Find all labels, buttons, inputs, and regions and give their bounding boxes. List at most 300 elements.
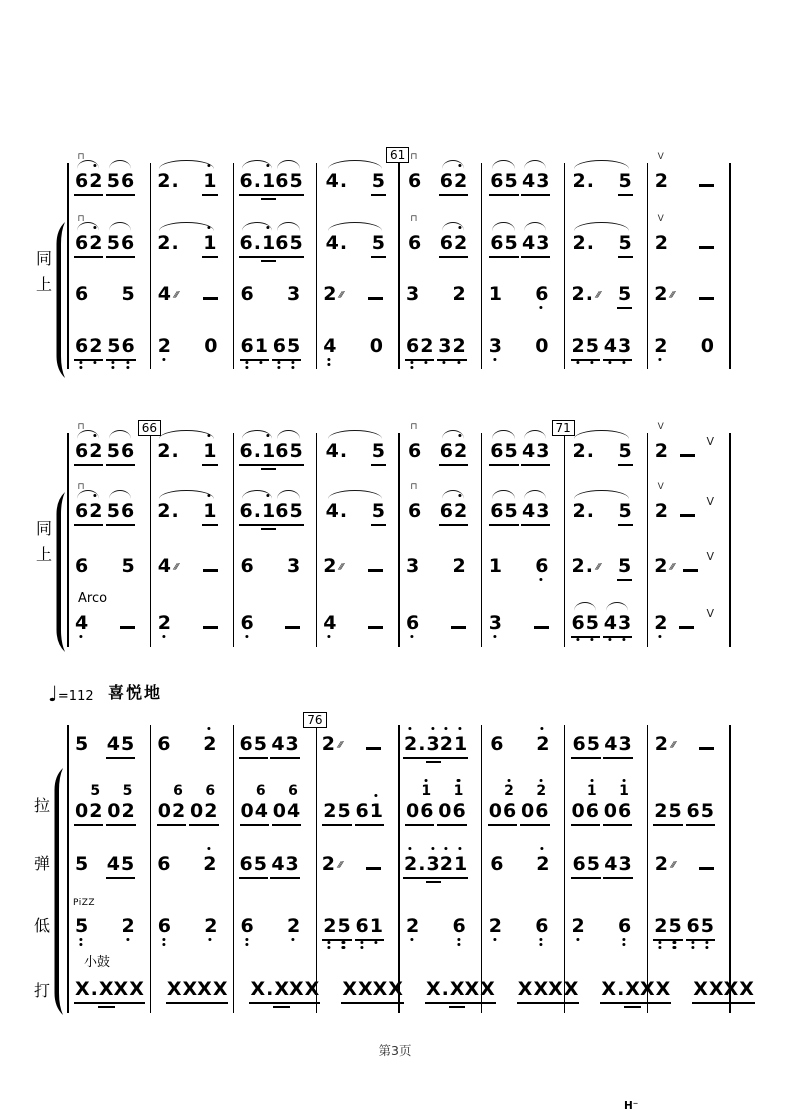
octave-dot-above (266, 226, 269, 229)
beam-underline (322, 824, 351, 826)
measure (483, 500, 565, 522)
rhythm-dot: . (171, 170, 179, 192)
octave-dot-below (126, 361, 129, 364)
note: 0 (488, 800, 502, 822)
slurred-beat-group (440, 440, 467, 462)
note: 4 (604, 853, 618, 875)
beat-group (438, 783, 466, 822)
note: 3 (536, 232, 550, 254)
note: 6 (275, 500, 289, 522)
note: 2 6 (171, 783, 186, 822)
octave-dot-above (208, 434, 211, 437)
beam-underline (439, 194, 468, 196)
note: 0 (521, 800, 535, 822)
note: 2 (89, 232, 102, 254)
note: X . (250, 978, 274, 1000)
note-underline-2 (624, 1006, 641, 1008)
beam-underline (106, 359, 135, 361)
part-label: 同 (36, 249, 53, 268)
note: 3 (285, 733, 299, 755)
octave-dot-above (590, 779, 593, 782)
duration-dash (699, 853, 714, 875)
beat-group (75, 733, 88, 755)
rhythm-dot: . (171, 232, 179, 254)
tremolo-icon: /// (336, 860, 343, 869)
measure (316, 555, 399, 577)
beat-group (406, 555, 419, 577)
note: 5 (619, 440, 632, 462)
beam-underline (240, 359, 269, 361)
part-label: 打 (34, 981, 51, 1000)
measure (594, 978, 686, 1000)
note: 5 (289, 170, 303, 192)
note: 2 /// (322, 733, 342, 755)
note-underline (617, 307, 632, 309)
note: X (625, 978, 640, 1000)
note: 4 (604, 733, 618, 755)
beam-underline (403, 757, 441, 759)
note: 3 (406, 283, 420, 305)
beam-underline (74, 824, 103, 826)
measure-number: 61 (386, 147, 409, 163)
beat-group (683, 555, 698, 577)
duration-dash (683, 555, 698, 577)
note: 6 (157, 733, 171, 755)
note: 2 /// (322, 853, 342, 875)
octave-dot-above (622, 779, 625, 782)
stave-annotation: PiZZ (73, 898, 96, 908)
note: 1 (454, 733, 467, 755)
duration-dash (366, 733, 381, 755)
chord-note: 6 (205, 783, 216, 799)
chord-note: 6 (173, 783, 183, 799)
slurred-beat-group (490, 170, 517, 192)
note: 5 (121, 283, 135, 305)
octave-dot-below (79, 361, 82, 364)
note-underline-2 (261, 528, 276, 530)
beat-group (241, 555, 254, 577)
note: 4 /// (158, 283, 178, 305)
beat-group (572, 915, 585, 937)
measure (401, 214, 483, 254)
note: 4 . (325, 500, 348, 522)
octave-dot-below (608, 638, 611, 641)
note: 6 (406, 612, 419, 634)
slurred-beat-group (522, 500, 549, 522)
octave-dot-above (431, 727, 434, 730)
measure (151, 783, 234, 822)
octave-dot-below (493, 938, 496, 941)
octave-dot-above (457, 779, 460, 782)
beat-group (426, 978, 465, 1000)
note: 6 (439, 170, 453, 192)
octave-dot-below (540, 306, 543, 309)
measure (399, 915, 482, 937)
note: 2 . (572, 440, 594, 462)
beat-group (489, 612, 502, 634)
note: 0 (272, 800, 287, 822)
note-underline-2 (98, 1006, 115, 1008)
beam-underline (571, 877, 600, 879)
beat-group (654, 335, 667, 357)
beat-group (203, 612, 218, 634)
measure (234, 783, 317, 822)
down-bow-icon: ⊓ (77, 482, 85, 492)
beat-group (706, 607, 714, 634)
duration-dash (451, 612, 466, 634)
beam-underline (341, 1002, 373, 1004)
beat-group (204, 335, 217, 357)
note: X (99, 978, 114, 1000)
slurred-beat-group (275, 232, 302, 254)
octave-dot-below (126, 938, 129, 941)
measure (151, 555, 234, 577)
octave-dot-below (328, 946, 331, 949)
note: 2 . /// (572, 555, 600, 577)
system-bracket (56, 492, 66, 652)
beam-underline (603, 824, 632, 826)
note: 5 (504, 170, 518, 192)
octave-dot-below (245, 361, 248, 364)
measure (647, 550, 730, 577)
chord-note: 5 (122, 783, 133, 799)
quarter-note-icon: ♩ (48, 682, 58, 706)
beat-group (250, 978, 289, 1000)
note-underline-2 (261, 468, 276, 470)
measures-area (68, 150, 730, 380)
duration-dash (366, 853, 381, 875)
note: 0 (75, 800, 89, 822)
beat-group (724, 978, 754, 1000)
note: 0 (157, 800, 171, 822)
note: 6 1 (453, 800, 466, 822)
beat-group (604, 335, 631, 357)
octave-dot-above (94, 164, 97, 167)
slurred-beat-group (572, 170, 631, 192)
note: 0 (204, 335, 218, 357)
note: 4 . (325, 170, 348, 192)
beat-group (323, 800, 350, 822)
measure (648, 214, 730, 254)
beat-group (370, 335, 383, 357)
beam-underline (106, 464, 135, 466)
beat-group (572, 853, 599, 875)
measure (234, 612, 317, 634)
beat-group (489, 915, 502, 937)
down-bow-icon: ⊓ (77, 422, 85, 432)
octave-dot-below (245, 938, 248, 941)
note: 5 (121, 555, 135, 577)
note: 5 (289, 232, 303, 254)
beat-group (655, 853, 675, 875)
beat-group (158, 283, 178, 305)
measure (565, 915, 648, 937)
note: 5 (253, 853, 267, 875)
note: 2 (452, 283, 466, 305)
slurred-beat-group (157, 500, 216, 522)
measure (647, 335, 730, 357)
note: 6 (572, 733, 586, 755)
rhythm-dot: . (339, 500, 348, 522)
slurred-beat-group (440, 500, 467, 522)
octave-dot-below (457, 943, 460, 946)
stave (68, 482, 730, 522)
note: 1 (203, 232, 216, 254)
note: X (197, 978, 212, 1000)
measure (401, 422, 483, 462)
measure (315, 853, 397, 875)
note: 2 (89, 440, 102, 462)
corner-mark: H⁻ (624, 1100, 639, 1112)
note: 2 (536, 853, 549, 875)
beam-underline (488, 824, 517, 826)
note: X (372, 978, 388, 1000)
beam-underline (520, 824, 549, 826)
octave-dot-below (673, 941, 676, 944)
beat-group (406, 612, 419, 634)
beat-group (323, 555, 343, 577)
tremolo-icon: /// (594, 290, 601, 299)
note: 6 (453, 915, 466, 937)
note: 6 (157, 853, 171, 875)
measure (233, 733, 315, 755)
beam-underline (489, 194, 518, 196)
tremolo-icon: /// (337, 562, 345, 571)
measure (565, 853, 647, 875)
octave-dot-below (691, 941, 694, 944)
tempo-marking (48, 684, 94, 705)
note: X (708, 978, 724, 1000)
note: 1 (203, 440, 216, 462)
octave-dot-above (208, 164, 211, 167)
beat-group (107, 733, 134, 755)
note: X (693, 978, 708, 1000)
beam-underline (521, 194, 550, 196)
measure (233, 500, 319, 522)
octave-dot-below (540, 943, 543, 946)
note: 5 (701, 915, 714, 937)
octave-dot-below (659, 358, 662, 361)
measure (151, 612, 234, 634)
note-underline-2 (449, 1006, 466, 1008)
measure (483, 170, 565, 192)
beat-group (368, 555, 383, 577)
beat-group (603, 783, 632, 822)
octave-dot-below (112, 366, 115, 369)
tremolo-icon: /// (172, 290, 179, 299)
note: 0 (190, 800, 204, 822)
beat-group (272, 783, 301, 822)
note: 5 (618, 283, 631, 305)
note: 3 (536, 440, 550, 462)
beam-underline (157, 824, 186, 826)
measure (482, 783, 565, 822)
octave-dot-above (208, 847, 211, 850)
note-underline (618, 464, 633, 466)
note: 2 (654, 612, 667, 634)
up-bow-icon: V (706, 435, 714, 448)
note: 3 (438, 335, 451, 357)
note: X (548, 978, 563, 1000)
measure (565, 500, 647, 522)
octave-dot-below (291, 938, 294, 941)
beat-group (654, 422, 668, 462)
beat-group (203, 853, 216, 875)
beat-group (289, 978, 319, 1000)
note: 6 (535, 283, 548, 305)
octave-dot-above (94, 494, 97, 497)
octave-dot-above (266, 434, 269, 437)
beam-underline (239, 757, 268, 759)
beat-group (490, 733, 503, 755)
octave-dot-below (443, 361, 446, 364)
octave-dot-below (576, 938, 579, 941)
note: 6 (241, 335, 254, 357)
beam-underline (686, 824, 715, 826)
note: 3 (618, 853, 632, 875)
measure (68, 612, 151, 634)
rhythm-dot: . (253, 232, 261, 254)
note: 6 (240, 555, 254, 577)
beat-group (356, 915, 383, 937)
note: 6 (239, 733, 253, 755)
beat-group (407, 152, 422, 192)
note: 4 (522, 500, 536, 522)
beat-group (75, 783, 103, 822)
beam-underline (272, 824, 301, 826)
note: 6 (490, 170, 504, 192)
note: X (304, 978, 320, 1000)
slurred-beat-group (275, 500, 302, 522)
duration-dash (285, 612, 300, 634)
octave-dot-below (590, 361, 593, 364)
octave-dot-above (540, 779, 543, 782)
beat-group (706, 435, 714, 462)
octave-dot-below (79, 938, 82, 941)
beat-group (535, 915, 548, 937)
note: X (450, 978, 465, 1000)
measures-area (68, 420, 730, 652)
page-number: 第3页 (378, 1043, 412, 1058)
measure (233, 440, 319, 462)
note-underline (618, 524, 633, 526)
note: X (388, 978, 403, 1000)
beam-underline (270, 877, 299, 879)
measure (647, 800, 730, 822)
note: X (739, 978, 754, 1000)
measure (401, 482, 483, 522)
beat-group (572, 555, 632, 577)
part-label: 弹 (34, 854, 51, 873)
slurred-beat-group (572, 440, 631, 462)
note: X (342, 978, 357, 1000)
measure (483, 440, 565, 462)
octave-dot-below (673, 946, 676, 949)
note-underline (202, 464, 217, 466)
duration-dash (203, 283, 218, 305)
beam-underline (653, 824, 682, 826)
beam-underline (425, 1002, 466, 1004)
note: 6 (239, 853, 253, 875)
score-system (0, 420, 790, 652)
chord-note: 2 (536, 784, 546, 798)
slurred-beat-group (572, 500, 631, 522)
note: 2 (89, 500, 102, 522)
beat-group (654, 283, 674, 305)
slurred-beat-group (604, 612, 631, 634)
measure (483, 733, 565, 755)
duration-dash (203, 612, 218, 634)
note: 5 (289, 500, 303, 522)
note: 4 6 (287, 783, 301, 822)
octave-dot-below (162, 358, 165, 361)
beat-group (687, 915, 714, 937)
note-underline (202, 524, 217, 526)
note: 3 (427, 853, 440, 875)
octave-dot-below (328, 363, 331, 366)
note: 3 (618, 612, 631, 634)
measure (648, 733, 730, 755)
measure (150, 500, 232, 522)
chord-note: 1 (619, 784, 629, 798)
beat-group (654, 612, 667, 634)
beat-group (342, 978, 372, 1000)
stave (68, 607, 730, 634)
slurred-beat-group (326, 500, 385, 522)
beam-underline (74, 1002, 115, 1004)
beat-group (451, 612, 466, 634)
note: 4 (271, 733, 285, 755)
note: 5 (337, 915, 350, 937)
beam-underline (571, 636, 600, 638)
duration-dash (699, 733, 714, 755)
measure (243, 978, 335, 1000)
beat-group (323, 335, 336, 357)
note: 6 (275, 440, 289, 462)
octave-dot-below (410, 938, 413, 941)
note: X (357, 978, 373, 1000)
beat-group (489, 283, 502, 305)
rhythm-dot: . (441, 978, 449, 1000)
beam-underline (239, 524, 277, 526)
octave-dot-below (94, 361, 97, 364)
rhythm-dot: . (617, 978, 625, 1000)
note: 2 /// (323, 555, 343, 577)
rhythm-dot: . (253, 500, 261, 522)
beat-group (203, 555, 218, 577)
note: 5 (107, 335, 120, 357)
beam-underline (274, 256, 303, 258)
duration-dash (203, 555, 218, 577)
down-bow-icon: ⊓ (410, 214, 418, 224)
beat-group (240, 783, 268, 822)
measure (151, 335, 234, 357)
measure (647, 915, 730, 937)
measure (565, 170, 647, 192)
slurred-beat-group (240, 232, 276, 254)
slurred-beat-group (240, 500, 276, 522)
note: 1 (203, 500, 216, 522)
note: 6 ⊓ (407, 422, 422, 462)
note: 5 (586, 853, 600, 875)
beat-group (75, 555, 88, 577)
note: 5 (106, 500, 121, 522)
note: 1 (370, 800, 383, 822)
note: 2 (89, 335, 102, 357)
beat-group (75, 915, 88, 937)
beam-underline (166, 1002, 198, 1004)
measure (565, 783, 648, 822)
